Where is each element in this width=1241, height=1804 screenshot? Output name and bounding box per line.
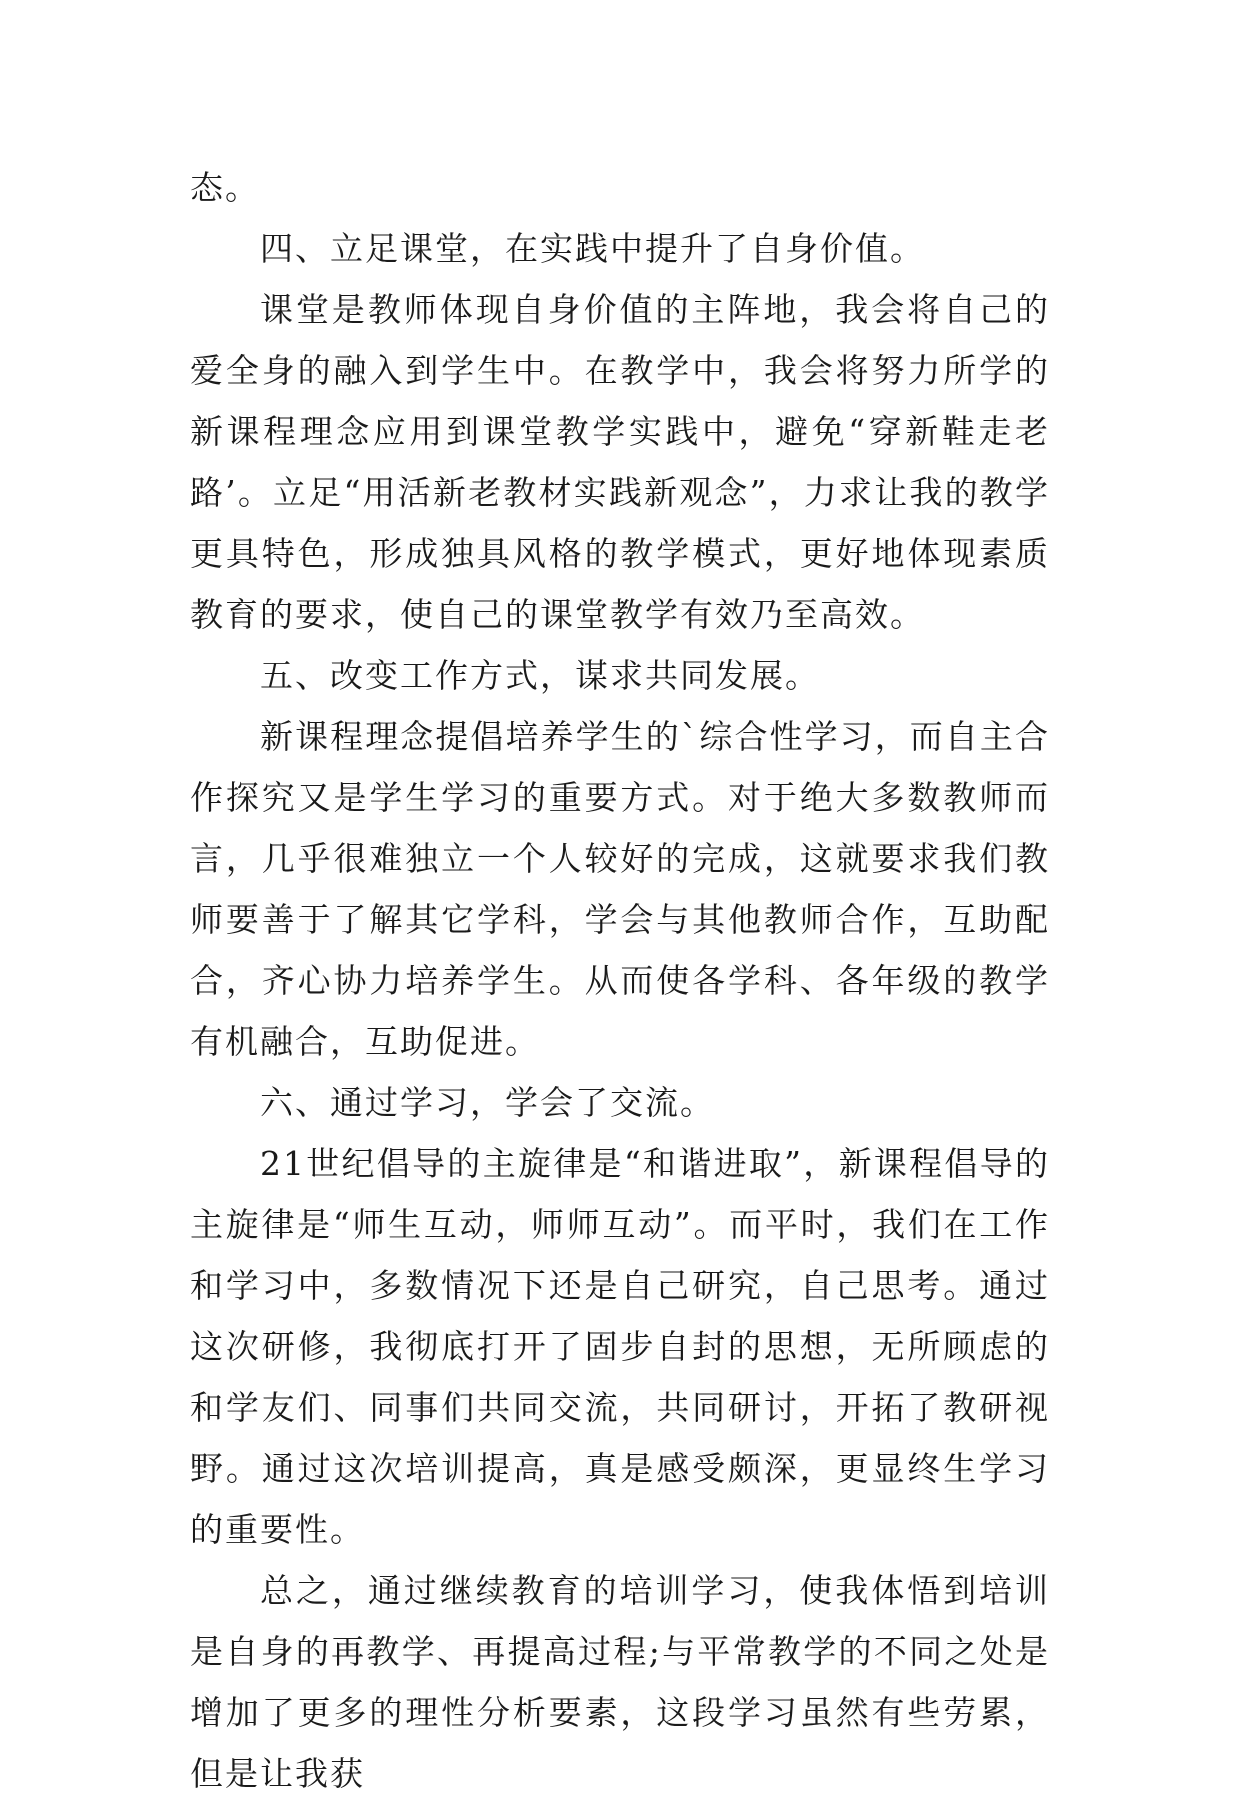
document-body (190, 157, 1050, 1804)
paragraph-collaboration: 新课程理念提倡培养学生的`综合性学习，而自主合作探究又是学生学习的重要方式。对于绝大多数教师而言，几乎很难独立一个人较好的完成，这就要求我们教师要善于了解其它学科，学会与其他教师合作，互助配合，齐心协力培养学生。从而使各学科、各年级的教学有机融合，互助促进。 (190, 717, 1050, 1061)
paragraph-conclusion: 总之，通过继续教育的培训学习，使我体悟到培训是自身的再教学、再提高过程;与平常教学的不同之处是增加了更多的理性分析要素，这段学习虽然有些劳累，但是让我获 (190, 1571, 1050, 1793)
section-heading-5: 五、改变工作方式，谋求共同发展。 (260, 656, 820, 695)
paragraph-communication: 21世纪倡导的主旋律是“和谐进取”，新课程倡导的主旋律是“师生互动，师师互动”。而平时，我们在工作和学习中，多数情况下还是自己研究，自己思考。通过这次研修，我彻底打开了固步自封的思想，无所顾虑的和学友们、同事们共同交流，共同研讨，开拓了教研视野。通过这次培训提高，真是感受颇深，更显终生学习的重要性。 (190, 1144, 1050, 1549)
paragraph-classroom: 课堂是教师体现自身价值的主阵地，我会将自己的爱全身的融入到学生中。在教学中，我会将努力所学的新课程理念应用到课堂教学实践中，避免“穿新鞋走老路’。立足“用活新老教材实践新观念”，力求让我的教学更具特色，形成独具风格的教学模式，更好地体现素质教育的要求，使自己的课堂教学有效乃至高效。 (190, 290, 1050, 634)
section-heading-6: 六、通过学习，学会了交流。 (260, 1083, 715, 1122)
section-heading-4: 四、立足课堂，在实践中提升了自身价值。 (260, 229, 925, 268)
paragraph-continuation: 态。 (190, 168, 260, 207)
